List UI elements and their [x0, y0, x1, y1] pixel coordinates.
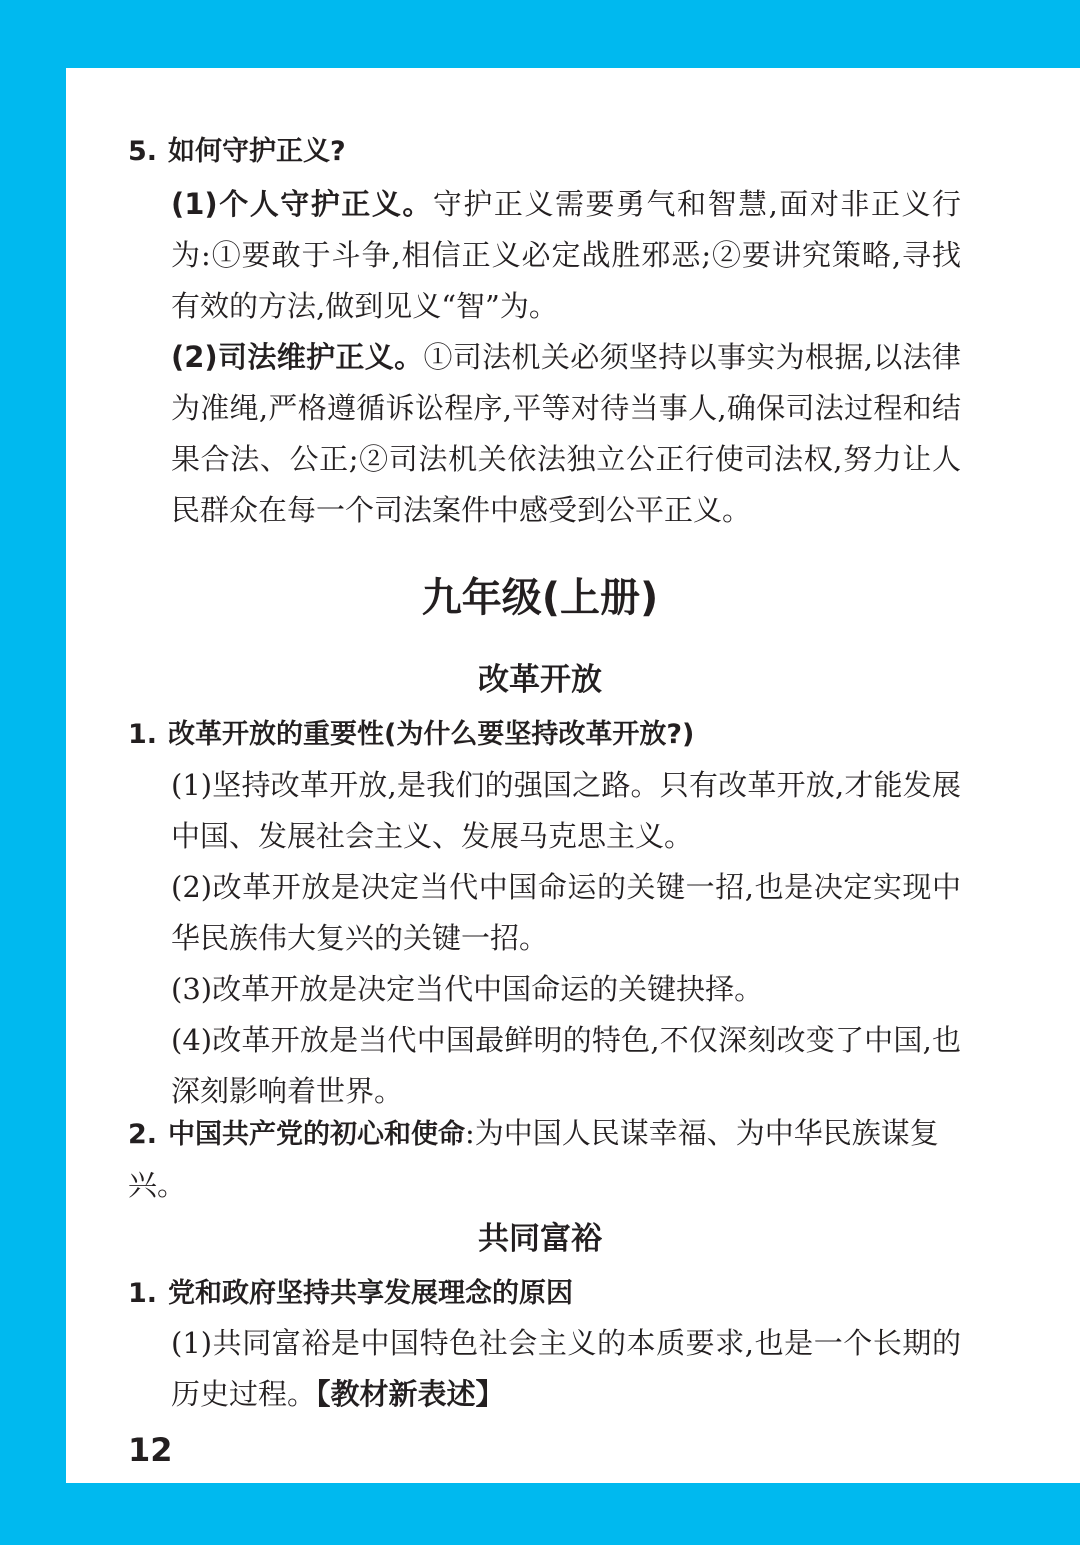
- answer-text: 守护正义需要勇气和智慧,面对非正义行为:①要敢于斗争,相信正义必定战胜邪恶;②要讲究策略,寻找有效的方法,做到见义“智”为。: [171, 187, 961, 323]
- textbook-tag: 【教材新表述】: [316, 1377, 505, 1411]
- answer-label: (1)个人守护正义。: [171, 187, 433, 221]
- answer-text: :为中国人民谋幸福、为中华民族谋复兴。: [128, 1116, 939, 1202]
- answer-label: (2)司法维护正义。: [171, 340, 424, 374]
- page-number: 12: [128, 1431, 173, 1469]
- question-number: 1.: [128, 719, 158, 750]
- question-number: 1.: [128, 1278, 158, 1309]
- section-heading: 改革开放: [478, 662, 602, 698]
- question-1: [128, 721, 694, 748]
- grade-title: 九年级(上册): [421, 575, 659, 621]
- answer-paragraph: [171, 179, 961, 332]
- section-heading: 共同富裕: [478, 1221, 602, 1257]
- question-1: [128, 1280, 573, 1307]
- answer-paragraph: (4)改革开放是当代中国最鲜明的特色,不仅深刻改变了中国,也深刻影响着世界。: [171, 1023, 961, 1108]
- question-title: 改革开放的重要性(为什么要坚持改革开放?): [168, 719, 695, 750]
- question-5: [128, 138, 346, 165]
- question-title: 如何守护正义?: [168, 136, 346, 167]
- page: [66, 68, 1080, 1483]
- answer-paragraph: [171, 332, 961, 536]
- answer-paragraph: (1)坚持改革开放,是我们的强国之路。只有改革开放,才能发展中国、发展社会主义、发展马克思主义。: [171, 768, 961, 853]
- answer-paragraph: [171, 1318, 961, 1420]
- answer-text: (1)共同富裕是中国特色社会主义的本质要求,也是一个长期的历史过程。: [171, 1326, 961, 1411]
- question-number: 5.: [128, 136, 158, 167]
- answer-paragraph: (2)改革开放是决定当代中国命运的关键一招,也是决定实现中华民族伟大复兴的关键一招。: [171, 870, 961, 955]
- question-title: 中国共产党的初心和使命: [168, 1119, 465, 1150]
- question-number: 2.: [128, 1119, 158, 1150]
- question-2: [128, 1108, 968, 1212]
- answer-paragraph: (3)改革开放是决定当代中国命运的关键抉择。: [171, 972, 764, 1006]
- answer-text: ①司法机关必须坚持以事实为根据,以法律为准绳,严格遵循诉讼程序,平等对待当事人,确保司法过程和结果合法、公正;②司法机关依法独立公正行使司法权,努力让人民群众在每一个司法案件中感受到公平正义。: [171, 340, 961, 527]
- question-title: 党和政府坚持共享发展理念的原因: [168, 1278, 573, 1309]
